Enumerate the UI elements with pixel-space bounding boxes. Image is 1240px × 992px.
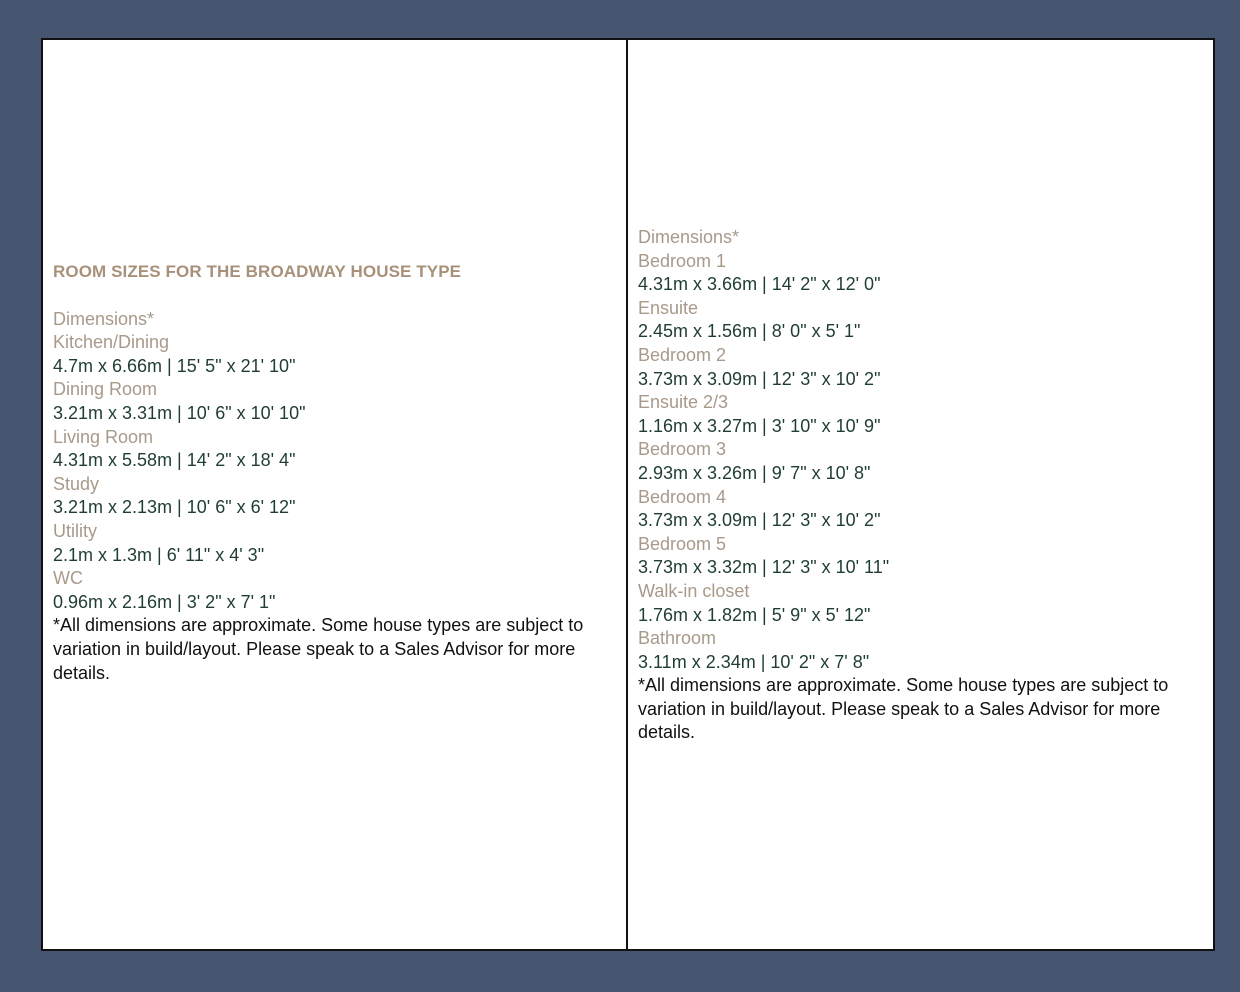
room-name: Utility xyxy=(53,520,97,541)
room-name: Bathroom xyxy=(638,628,717,649)
room-size: 4.31m x 5.58m | 14' 2" x 18' 4" xyxy=(53,450,296,471)
document-spread xyxy=(41,38,1215,951)
room-size: 4.7m x 6.66m | 15' 5" x 21' 10" xyxy=(53,355,296,376)
room-size: 2.93m x 3.26m | 9' 7" x 10' 8" xyxy=(638,462,871,483)
room-size: 3.73m x 3.09m | 12' 3" x 10' 2" xyxy=(638,510,881,531)
room-name: Bedroom 4 xyxy=(638,486,727,507)
dimensions-heading: Dimensions* xyxy=(638,227,740,247)
room-size: 3.21m x 2.13m | 10' 6" x 6' 12" xyxy=(53,497,296,518)
room-size: 4.31m x 3.66m | 14' 2" x 12' 0" xyxy=(638,274,881,295)
room-size: 3.73m x 3.09m | 12' 3" x 10' 2" xyxy=(638,368,881,389)
room-name: Kitchen/Dining xyxy=(53,332,170,353)
room-name: Bedroom 1 xyxy=(638,250,727,271)
room-name: Living Room xyxy=(53,426,154,447)
right-page xyxy=(628,40,1213,949)
room-size: 3.11m x 2.34m | 10' 2" x 7' 8" xyxy=(638,651,870,672)
room-size: 2.45m x 1.56m | 8' 0" x 5' 1" xyxy=(638,321,861,342)
right-content xyxy=(638,226,1205,745)
room-size: 2.1m x 1.3m | 6' 11" x 4' 3" xyxy=(53,544,265,565)
room-name: Bedroom 3 xyxy=(638,439,727,460)
room-size: 1.16m x 3.27m | 3' 10" x 10' 9" xyxy=(638,415,881,436)
dimensions-heading: Dimensions* xyxy=(53,308,155,329)
left-page xyxy=(43,40,628,949)
room-size: 1.76m x 1.82m | 5' 9" x 5' 12" xyxy=(638,604,871,625)
left-content xyxy=(53,260,618,685)
footnote: *All dimensions are approximate. Some house types are subject to variation in build/layout. Please speak to a Sales Advisor for more details. xyxy=(53,615,584,683)
room-name: Dining Room xyxy=(53,379,158,400)
footnote: *All dimensions are approximate. Some house types are subject to variation in build/layout. Please speak to a Sales Advisor for more details. xyxy=(638,675,1169,743)
room-size: 0.96m x 2.16m | 3' 2" x 7' 1" xyxy=(53,591,276,612)
room-name: Study xyxy=(53,473,100,494)
room-size: 3.73m x 3.32m | 12' 3" x 10' 11" xyxy=(638,557,890,578)
room-name: Ensuite 2/3 xyxy=(638,392,729,413)
room-name: Bedroom 2 xyxy=(638,344,727,365)
room-size: 3.21m x 3.31m | 10' 6" x 10' 10" xyxy=(53,402,306,423)
room-name: Ensuite xyxy=(638,297,699,318)
page-title: ROOM SIZES FOR THE BROADWAY HOUSE TYPE xyxy=(53,262,462,281)
room-name: WC xyxy=(53,568,83,589)
room-name: Walk-in closet xyxy=(638,580,750,601)
room-name: Bedroom 5 xyxy=(638,533,727,554)
